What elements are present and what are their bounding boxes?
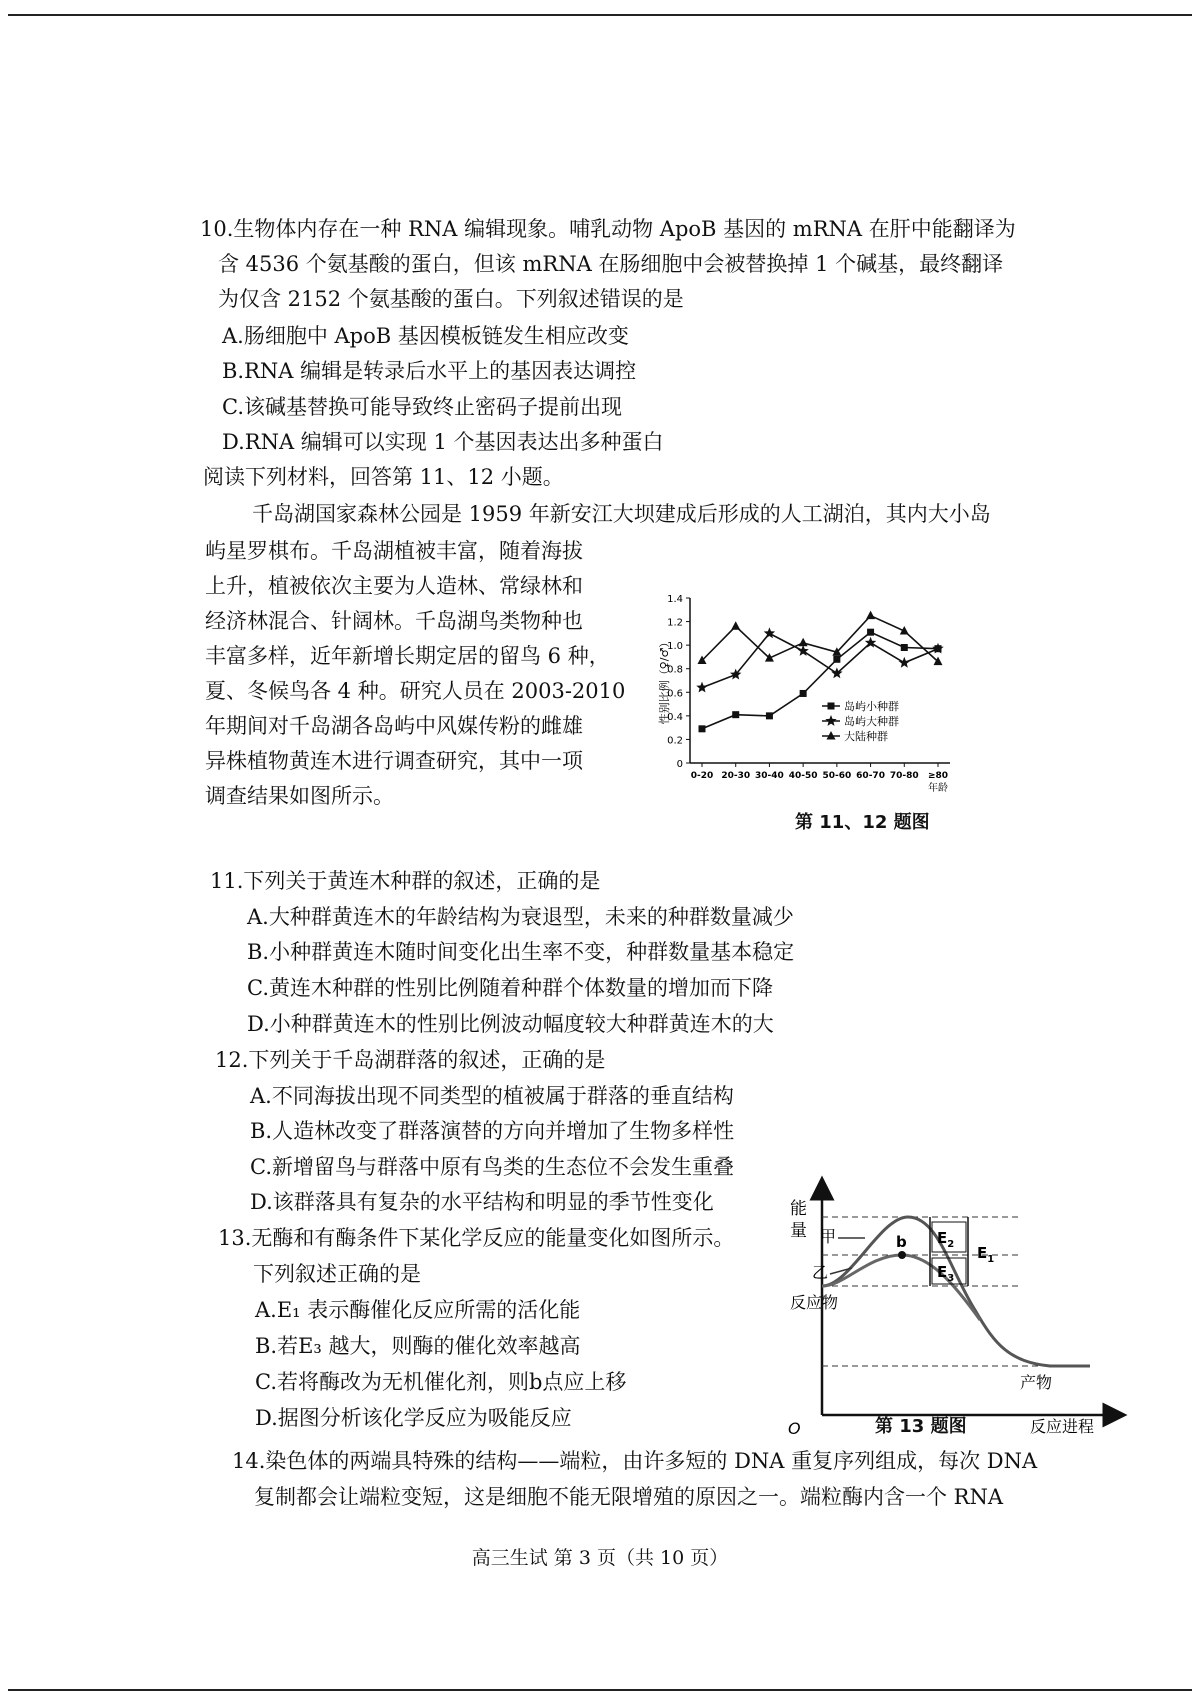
- energy-diagram: [788, 1180, 1120, 1438]
- chart-point-square: [732, 711, 739, 718]
- chart-point-star: [899, 657, 910, 668]
- q11-stem: 11.下列关于黄连木种群的叙述，正确的是: [210, 869, 601, 893]
- chart-y-tick-label: 1.0: [667, 641, 683, 653]
- chart-point-square: [901, 644, 908, 651]
- chart-point-star: [696, 682, 707, 693]
- q11-option-b: B.小种群黄连木随时间变化出生率不变，种群数量基本稳定: [247, 940, 795, 964]
- chart-x-tick-label: 0-20: [690, 771, 714, 781]
- chart-legend-label: 岛屿大种群: [844, 715, 899, 728]
- chart-point-square: [867, 629, 874, 636]
- q13-stem-2: 下列叙述正确的是: [253, 1262, 421, 1286]
- q14-line-1: 14.染色体的两端具特殊的结构——端粒，由许多短的 DNA 重复序列组成，每次 DNA: [232, 1449, 1038, 1473]
- chart-x-tick-label: 20-30: [721, 771, 751, 781]
- chart-legend-marker: [827, 731, 836, 740]
- curve-b: [822, 1255, 980, 1320]
- e2-label: $E_2$: [937, 1229, 955, 1250]
- q10-option-a: A.肠细胞中 ApoB 基因模板链发生相应改变: [222, 324, 629, 348]
- material-line-7: 年期间对千岛湖各岛屿中风媒传粉的雌雄: [205, 714, 583, 738]
- chart-legend-marker: [828, 703, 835, 710]
- chart-legend-marker: [825, 715, 836, 726]
- q13-option-b: B.若E₃ 越大，则酶的催化效率越高: [255, 1334, 581, 1358]
- chart-y-tick-label: 0.2: [667, 735, 683, 747]
- point-b: [898, 1251, 906, 1259]
- sex-ratio-chart: [660, 590, 1040, 800]
- chart-legend-label: 岛屿小种群: [844, 700, 899, 713]
- chart-y-tick-label: 1.4: [667, 594, 683, 605]
- chart-legend-label: 大陆种群: [844, 730, 888, 743]
- chart-y-axis-label: 性别比例（♀/♂）: [658, 636, 671, 725]
- chart-point-square: [800, 690, 807, 697]
- chart-x-tick-label: ≥80: [927, 771, 949, 781]
- product-label: 产物: [1020, 1373, 1053, 1392]
- q10-option-d: D.RNA 编辑可以实现 1 个基因表达出多种蛋白: [222, 430, 664, 454]
- q11-option-d: D.小种群黄连木的性别比例波动幅度较大种群黄连木的大: [247, 1012, 774, 1036]
- energy-axis-label-2: 量: [790, 1221, 807, 1241]
- chart-y-tick-label: 0.8: [667, 664, 683, 676]
- material-line-5: 丰富多样，近年新增长期定居的留鸟 6 种，: [205, 644, 610, 668]
- e1-label: $E_1$: [977, 1244, 995, 1265]
- chart-series-line-triangle: [702, 616, 938, 662]
- chart-series-line-star: [702, 633, 938, 687]
- chart-x-tick-label: 50-60: [822, 771, 852, 781]
- q10-option-c: C.该碱基替换可能导致终止密码子提前出现: [222, 395, 622, 419]
- chart-y-tick-label: 0: [676, 759, 683, 770]
- chart-point-triangle: [799, 638, 808, 647]
- chart-x-tick-label: 70-80: [889, 771, 919, 781]
- q11-option-c: C.黄连木种群的性别比例随着种群个体数量的增加而下降: [247, 976, 773, 1000]
- q14-line-2: 复制都会让端粒变短，这是细胞不能无限增殖的原因之一。端粒酶内含一个 RNA: [254, 1485, 1004, 1509]
- material-line-8: 异株植物黄连木进行调查研究，其中一项: [205, 749, 583, 773]
- q11-option-a: A.大种群黄连木的年龄结构为衰退型，未来的种群数量减少: [247, 905, 794, 929]
- page-footer: 高三生试 第 3 页（共 10 页）: [471, 1547, 729, 1569]
- material-line-6: 夏、冬候鸟各 4 种。研究人员在 2003-2010: [205, 679, 626, 703]
- q10-line-2: 含 4536 个氨基酸的蛋白，但该 mRNA 在肠细胞中会被替换掉 1 个碱基，最终翻译: [218, 252, 1004, 276]
- q12-option-d: D.该群落具有复杂的水平结构和明显的季节性变化: [250, 1190, 714, 1214]
- curve-a: [822, 1217, 1090, 1366]
- chart-caption: 第 11、12 题图: [795, 812, 930, 833]
- material-line-3: 上升，植被依次主要为人造林、常绿林和: [205, 574, 583, 598]
- q13-stem-1: 13.无酶和有酶条件下某化学反应的能量变化如图所示。: [218, 1226, 735, 1250]
- chart-x-end-label: 年龄: [928, 783, 948, 794]
- energy-diagram-caption: 第 13 题图: [875, 1416, 967, 1437]
- chart-point-triangle: [866, 611, 875, 620]
- chart-point-star: [764, 627, 775, 638]
- origin-label: O: [788, 1419, 801, 1438]
- material-line-1: 千岛湖国家森林公园是 1959 年新安江大坝建成后形成的人工湖泊，其内大小岛: [252, 502, 991, 526]
- q13-option-a: A.E₁ 表示酶催化反应所需的活化能: [255, 1298, 581, 1322]
- chart-x-tick-label: 30-40: [755, 771, 784, 781]
- chart-x-tick-label: 40-50: [788, 771, 818, 781]
- q10-line-3: 为仅含 2152 个氨基酸的蛋白。下列叙述错误的是: [218, 287, 684, 311]
- q10-line-1: 10.生物体内存在一种 RNA 编辑现象。哺乳动物 ApoB 基因的 mRNA 在肝中能翻译为: [200, 217, 1016, 241]
- curve-a-label: 甲: [820, 1227, 837, 1246]
- q10-option-b: B.RNA 编辑是转录后水平上的基因表达调控: [222, 359, 637, 383]
- q12-option-a: A.不同海拔出现不同类型的植被属于群落的垂直结构: [250, 1084, 734, 1108]
- material-line-9: 调查结果如图所示。: [205, 784, 394, 808]
- q12-option-b: B.人造林改变了群落演替的方向并增加了生物多样性: [250, 1119, 735, 1143]
- chart-y-tick-label: 0.6: [667, 688, 683, 700]
- chart-point-triangle: [731, 621, 740, 630]
- chart-point-square: [699, 725, 706, 732]
- q12-option-c: C.新增留鸟与群落中原有鸟类的生态位不会发生重叠: [250, 1155, 734, 1179]
- reactant-label: 反应物: [790, 1293, 839, 1312]
- e3-label: $E_3$: [937, 1263, 955, 1284]
- chart-x-tick-label: 60-70: [856, 771, 885, 781]
- material-line-4: 经济林混合、针阔林。千岛湖鸟类物种也: [205, 609, 583, 633]
- point-b-label: b: [896, 1233, 907, 1251]
- q13-option-c: C.若将酶改为无机催化剂，则b点应上移: [255, 1370, 627, 1394]
- q12-stem: 12.下列关于千岛湖群落的叙述，正确的是: [215, 1048, 606, 1072]
- curve-b-label: 乙: [812, 1263, 829, 1282]
- q13-option-d: D.据图分析该化学反应为吸能反应: [255, 1406, 572, 1430]
- energy-axis-label-1: 能: [790, 1199, 807, 1219]
- chart-y-tick-label: 0.4: [667, 711, 683, 723]
- chart-y-tick-label: 1.2: [667, 617, 683, 629]
- reading-intro: 阅读下列材料，回答第 11、12 小题。: [203, 465, 564, 489]
- material-line-2: 屿星罗棋布。千岛湖植被丰富，随着海拔: [205, 539, 583, 563]
- chart-point-square: [833, 656, 840, 663]
- x-axis-label: 反应进程: [1030, 1417, 1095, 1436]
- chart-point-square: [766, 712, 773, 719]
